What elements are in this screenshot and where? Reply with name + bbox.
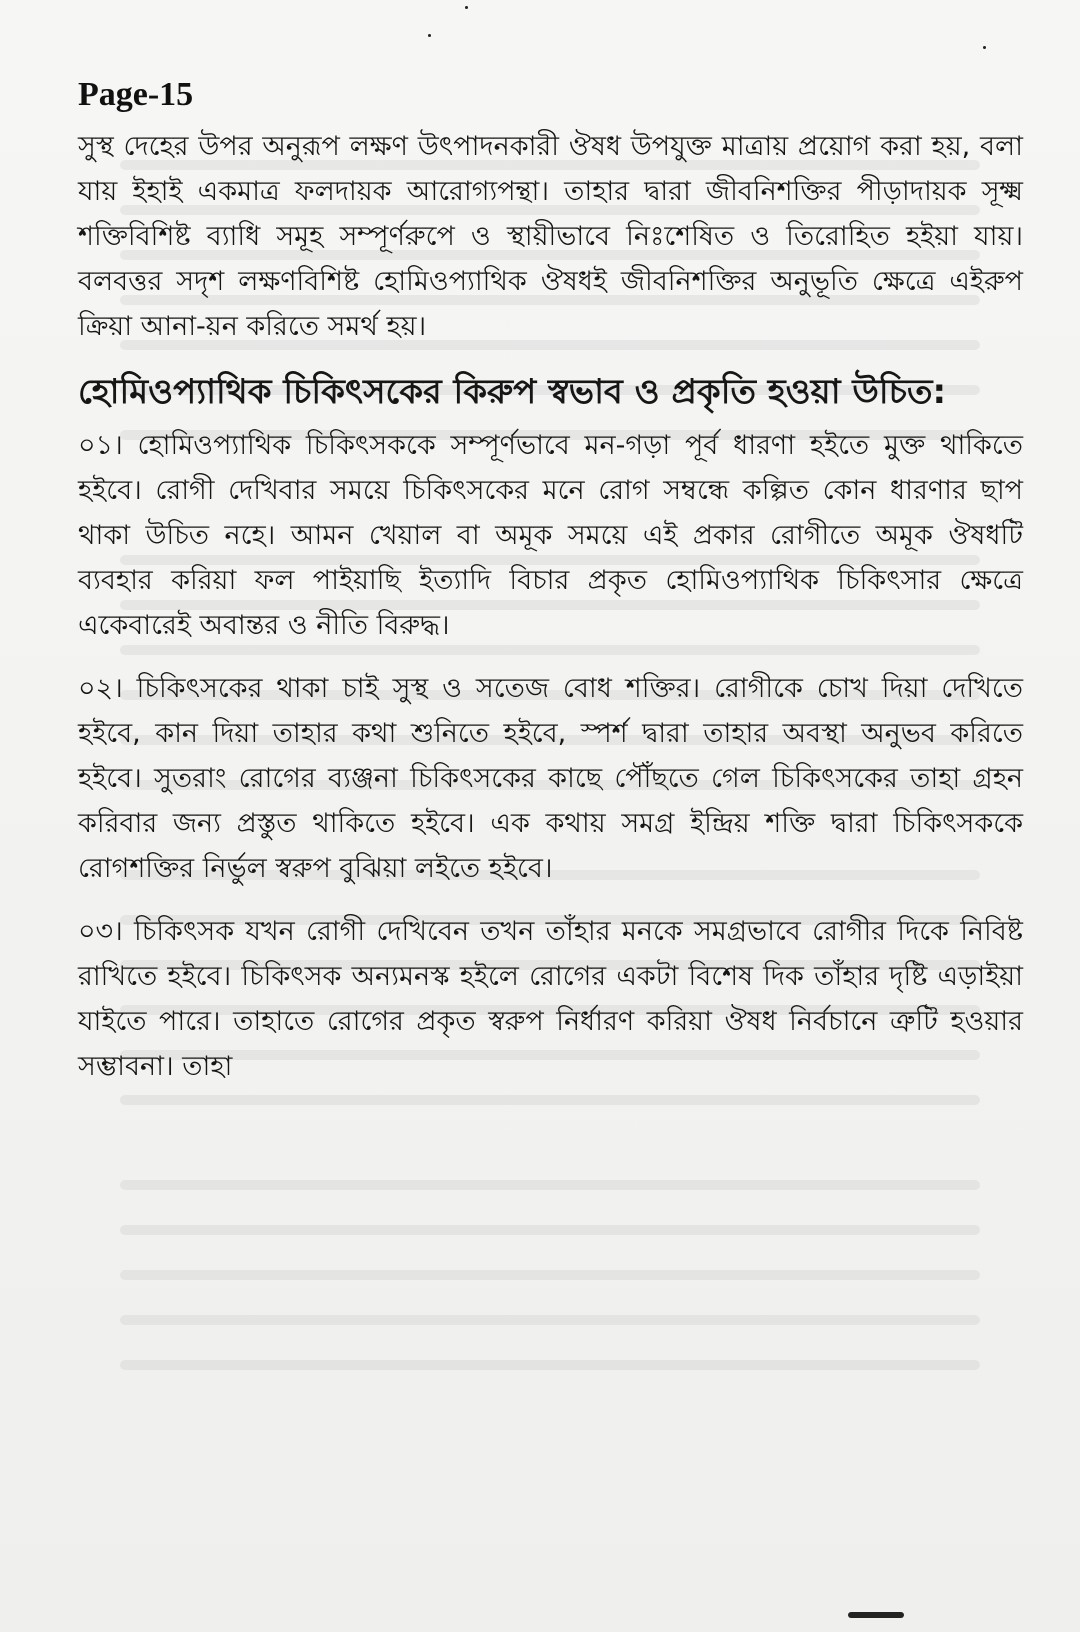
bottom-mark	[848, 1612, 904, 1618]
page-number-label: Page-15	[78, 76, 194, 113]
point-paragraph: ০২। চিকিৎসকের থাকা চাই সুস্থ ও সতেজ বোধ শক্তির। রোগীকে চোখ দিয়া দেখিতে হইবে, কান দিয়া তাহার কথা শুনিতে হইবে, স্পর্শ দ্বারা তাহার অবস্থা অনুভব করিতে হইবে। সুতরাং রোগের ব্যঞ্জনা চিকিৎসকের কাছে পৌঁছতে গেল চিকিৎসকের তাহা গ্রহন করিবার জন্য প্রস্তুত থাকিতে হইবে। এক কথায় সমগ্র ইন্দ্রিয় শক্তি দ্বারা চিকিৎসককে রোগশক্তির নির্ভুল স্বরুপ বুঝিয়া লইতে হইবে।	[78, 673, 1023, 884]
speck	[983, 46, 986, 49]
page-content	[78, 70, 1023, 1089]
speck	[465, 6, 468, 9]
point-paragraph: ০৩। চিকিৎসক যখন রোগী দেখিবেন তখন তাঁহার মনকে সমগ্রভাবে রোগীর দিকে নিবিষ্ট রাখিতে হইবে। চিকিৎসক অন্যমনস্ক হইলে রোগের একটা বিশেষ দিক তাঁহার দৃষ্টি এড়াইয়া যাইতে পারে। তাহাতে রোগের প্রকৃত স্বরুপ নির্ধারণ করিয়া ঔষধ নির্বচানে ত্রুটি হওয়ার সম্ভাবনা। তাহা	[78, 916, 1023, 1082]
section-heading: হোমিওপ্যাথিক চিকিৎসকের কিরুপ স্বভাব ও প্রকৃতি হওয়া উচিত:	[78, 372, 947, 412]
speck	[428, 34, 431, 37]
intro-paragraph: সুস্থ দেহের উপর অনুরূপ লক্ষণ উৎপাদনকারী ঔষধ উপযুক্ত মাত্রায় প্রয়োগ করা হয়, বলা যায় ইহাই একমাত্র ফলদায়ক আরোগ্যপন্থা। তাহার দ্বারা জীবনিশক্তির পীড়াদায়ক সূক্ষ্ম শক্তিবিশিষ্ট ব্যাধি সমূহ সম্পূর্ণরুপে ও স্থায়ীভাবে নিঃশেষিত ও তিরোহিত হইয়া যায়। বলবত্তর সদৃশ লক্ষণবিশিষ্ট হোমিওপ্যাথিক ঔষধই জীবনিশক্তির অনুভূতি ক্ষেত্রে এইরুপ ক্রিয়া আনা-য়ন করিতে সমর্থ হয়।	[78, 131, 1023, 342]
point-paragraph: ০১। হোমিওপ্যাথিক চিকিৎসককে সম্পূর্ণভাবে মন-গড়া পূর্ব ধারণা হইতে মুক্ত থাকিতে হইবে। রোগী দেখিবার সময়ে চিকিৎসকের মনে রোগ সম্বন্ধে কল্পিত কোন ধারণার ছাপ থাকা উচিত নহে। আমন খেয়াল বা অমূক সময়ে এই প্রকার রোগীতে অমূক ঔষধটি ব্যবহার করিয়া ফল পাইয়াছি ইত্যাদি বিচার প্রকৃত হোমিওপ্যাথিক চিকিৎসার ক্ষেত্রে একেবারেই অবান্তর ও নীতি বিরুদ্ধ।	[78, 430, 1023, 641]
